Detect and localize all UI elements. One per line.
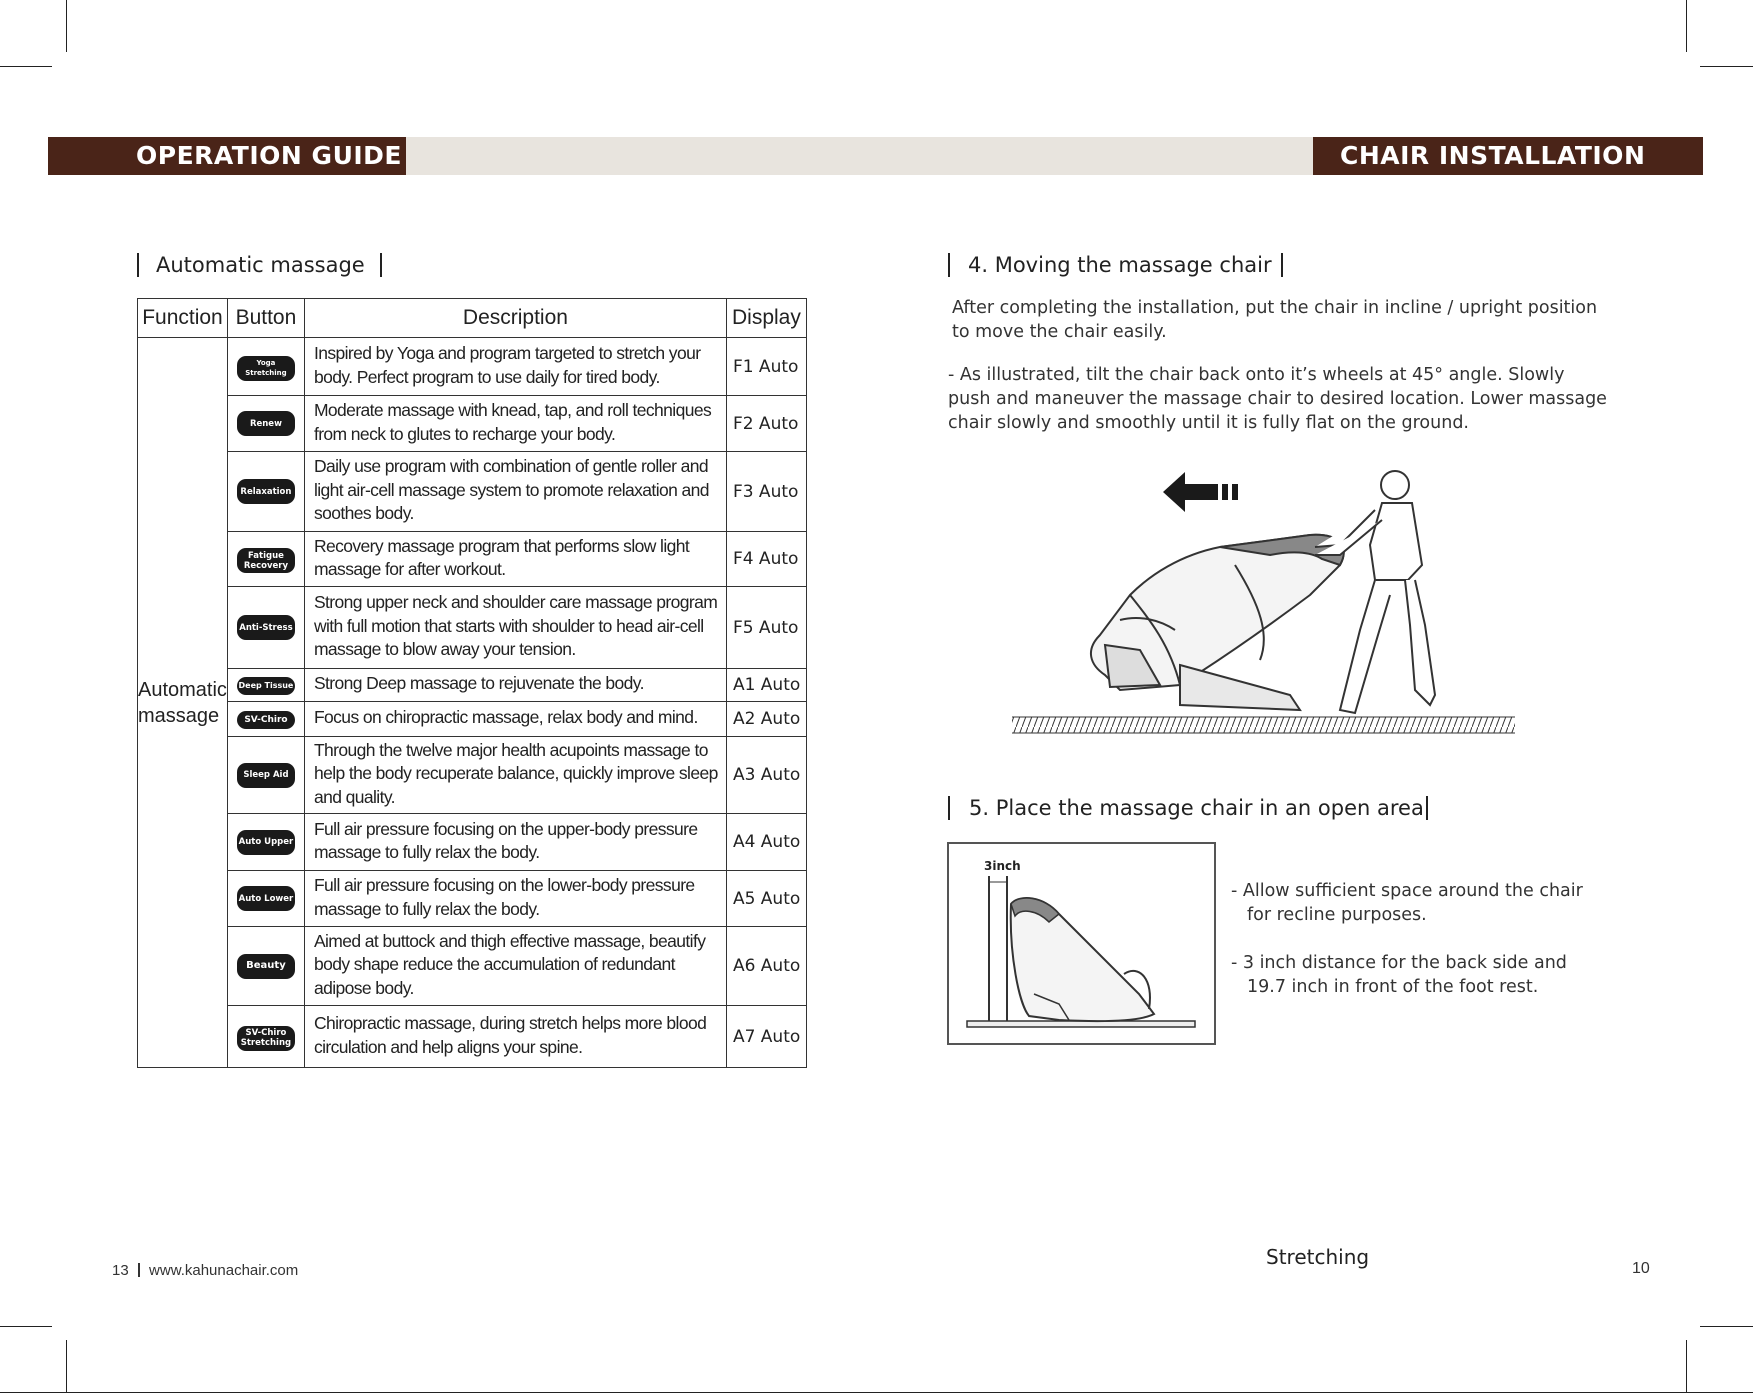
header-function: Function [138, 299, 228, 338]
distance-note-line2: 19.7 inch in front of the foot rest. [1247, 977, 1539, 997]
title-bar-left [948, 253, 950, 277]
display-cell: F2 Auto [726, 396, 806, 452]
display-cell: F4 Auto [726, 532, 806, 587]
auto-upper-button: Auto Upper [237, 830, 295, 855]
operation-guide-header: OPERATION GUIDE [48, 137, 406, 175]
button-cell [227, 532, 304, 587]
button-cell [227, 452, 304, 532]
title-bar-right [1281, 253, 1283, 277]
button-cell [227, 1006, 304, 1068]
clearance-label: 3inch [984, 859, 1021, 873]
renew-button: Renew [237, 411, 295, 436]
display-cell: A4 Auto [726, 814, 806, 871]
massage-chair-icon [1091, 535, 1344, 710]
table-row [138, 669, 807, 702]
table-row [138, 452, 807, 532]
table-row [138, 702, 807, 737]
crop-mark [1686, 1340, 1687, 1393]
description-cell: Aimed at buttock and thigh effective massage, beautify body shape reduce the accumulation of redundant adipose body. [304, 927, 726, 1006]
space-note-line1: - Allow sufficient space around the chair [1231, 881, 1583, 901]
yoga-stretching-button: Yoga Stretching [237, 356, 295, 381]
auto-lower-button: Auto Lower [237, 886, 295, 911]
button-cell [227, 737, 304, 814]
person-icon [1315, 471, 1435, 713]
table-row [138, 814, 807, 871]
crop-mark [66, 0, 67, 52]
automatic-massage-table [137, 298, 807, 1068]
moving-chair-title: 4. Moving the massage chair [968, 253, 1272, 277]
chair-clearance-icon [949, 844, 1214, 1043]
floor-hatch-fill [1012, 717, 1515, 733]
table-header-row [138, 299, 807, 338]
description-cell: Chiropractic massage, during stretch helps more blood circulation and help aligns your spine. [304, 1006, 726, 1068]
open-area-title: 5. Place the massage chair in an open area [969, 796, 1424, 820]
display-cell: A6 Auto [726, 927, 806, 1006]
description-cell: Daily use program with combination of gentle roller and light air-cell massage system to promote relaxation and soothes body. [304, 452, 726, 532]
crop-mark [1686, 0, 1687, 52]
table-row [138, 871, 807, 927]
automatic-massage-title: Automatic massage [156, 253, 365, 277]
crop-mark [0, 1326, 52, 1327]
direction-arrow-icon [1163, 472, 1238, 512]
display-cell: F1 Auto [726, 338, 806, 396]
description-cell: Strong Deep massage to rejuvenate the body. [304, 669, 726, 702]
moving-intro-text: After completing the installation, put the chair in incline / upright position to move the chair easily. [952, 298, 1598, 342]
sv-chiro-button: SV-Chiro [237, 711, 295, 729]
button-cell [227, 814, 304, 871]
header-description: Description [304, 299, 726, 338]
table-row [138, 396, 807, 452]
table-row [138, 587, 807, 669]
crop-mark [0, 66, 52, 67]
button-cell [227, 702, 304, 737]
website-link[interactable]: www.kahunachair.com [149, 1262, 299, 1279]
clearance-diagram [947, 842, 1216, 1045]
deep-tissue-button: Deep Tissue [237, 677, 295, 695]
description-cell: Inspired by Yoga and program targeted to stretch your body. Perfect program to use daily for tired body. [304, 338, 726, 396]
left-footer [112, 1262, 298, 1279]
description-cell: Full air pressure focusing on the lower-body pressure massage to fully relax the body. [304, 871, 726, 927]
button-cell [227, 396, 304, 452]
relaxation-button: Relaxation [237, 479, 295, 504]
button-cell [227, 927, 304, 1006]
title-bar-right [380, 253, 382, 277]
moving-instructions-text: - As illustrated, tilt the chair back onto it’s wheels at 45° angle. Slowly push and maneuver the massage chair to desired location. Lower massage chair slowly and smoothly until it is fully flat on the ground. [948, 365, 1607, 433]
header-button: Button [227, 299, 304, 338]
description-cell: Through the twelve major health acupoints massage to help the body recuperate balance, quickly improve sleep and quality. [304, 737, 726, 814]
crop-mark [66, 1340, 67, 1393]
description-cell: Recovery massage program that performs slow light massage for after workout. [304, 532, 726, 587]
right-page-number: 10 [1632, 1260, 1650, 1277]
display-cell: A3 Auto [726, 737, 806, 814]
title-bar-right [1426, 796, 1428, 820]
fatigue-recovery-button: Fatigue Recovery [237, 548, 295, 573]
title-bar-left [137, 253, 139, 277]
moving-chair-illustration [1010, 455, 1520, 745]
display-cell: F3 Auto [726, 452, 806, 532]
display-cell: A5 Auto [726, 871, 806, 927]
table-row [138, 737, 807, 814]
description-cell: Moderate massage with knead, tap, and roll techniques from neck to glutes to recharge your body. [304, 396, 726, 452]
table-row [138, 338, 807, 396]
display-cell: A2 Auto [726, 702, 806, 737]
crop-mark [1700, 1326, 1753, 1327]
anti-stress-button: Anti-Stress [237, 615, 295, 640]
crop-mark [1700, 66, 1753, 67]
space-note-line2: for recline purposes. [1247, 905, 1427, 925]
button-cell [227, 338, 304, 396]
table-row [138, 927, 807, 1006]
display-cell: A7 Auto [726, 1006, 806, 1068]
description-cell: Full air pressure focusing on the upper-body pressure massage to fully relax the body. [304, 814, 726, 871]
footer-divider [138, 1263, 140, 1277]
button-cell [227, 587, 304, 669]
beauty-button: Beauty [237, 954, 295, 979]
description-cell: Focus on chiropractic massage, relax body and mind. [304, 702, 726, 737]
table-row [138, 1006, 807, 1068]
left-page-number: 13 [112, 1262, 129, 1279]
table-row [138, 532, 807, 587]
description-cell: Strong upper neck and shoulder care massage program with full motion that starts with shoulder to head air-cell massage to blow away your tension. [304, 587, 726, 669]
display-cell: F5 Auto [726, 587, 806, 669]
function-cell: Automatic massage [138, 338, 228, 1068]
sleep-aid-button: Sleep Aid [237, 763, 295, 788]
button-cell [227, 669, 304, 702]
distance-note-line1: - 3 inch distance for the back side and [1231, 953, 1567, 973]
chair-installation-header: CHAIR INSTALLATION [1313, 137, 1703, 175]
title-bar-left [948, 796, 950, 820]
sv-chiro-stretching-button: SV-Chiro Stretching [237, 1026, 295, 1051]
display-cell: A1 Auto [726, 669, 806, 702]
stretching-label: Stretching [1266, 1245, 1370, 1269]
header-display: Display [726, 299, 806, 338]
button-cell [227, 871, 304, 927]
